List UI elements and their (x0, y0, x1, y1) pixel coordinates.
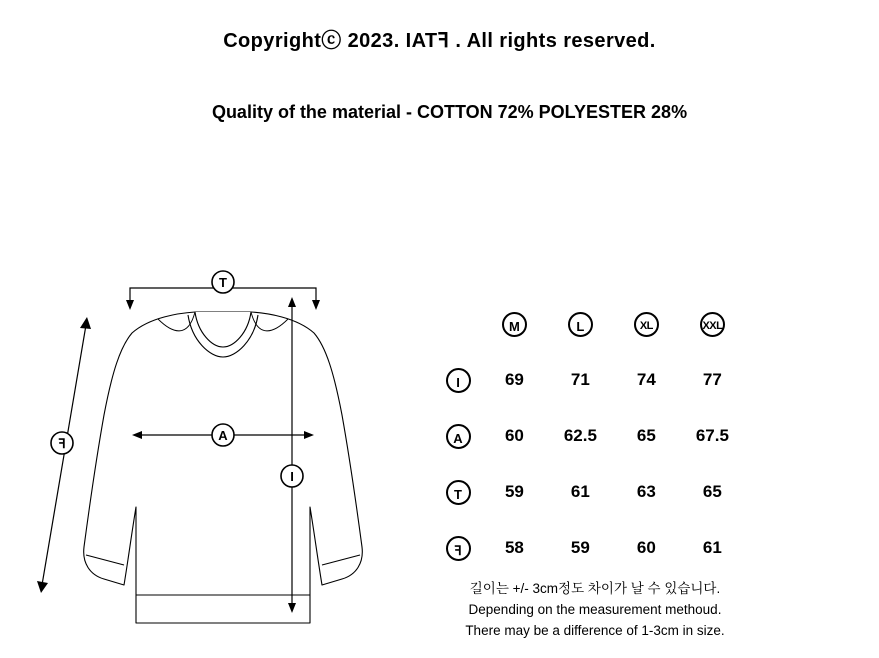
table-corner-cell (430, 296, 486, 352)
measurement-notes (430, 578, 760, 641)
note-line-korean: 길이는 +/- 3cm정도 차이가 날 수 있습니다. (469, 581, 721, 596)
size-column-l (543, 296, 618, 352)
cell-shoulder-xl: 63 (636, 482, 656, 501)
material-composition-line (0, 81, 879, 144)
cell-shoulder-xxl: 65 (702, 482, 722, 501)
table-row (430, 352, 750, 408)
row-label-shoulder (430, 464, 486, 520)
size-badge-l: L (568, 312, 593, 337)
row-badge-chest: A (446, 424, 471, 449)
size-column-m (486, 296, 543, 352)
table-row (430, 520, 750, 576)
material-label: Quality of the material - (211, 102, 417, 122)
cell-length-xl: 74 (636, 370, 656, 389)
copyright-notice: Copyrightⓒ 2023. IATꟻ . All rights reserved. (223, 30, 656, 52)
cell-chest-xl: 65 (636, 426, 656, 445)
cell-sleeve-m: 58 (504, 538, 524, 557)
row-label-chest (430, 408, 486, 464)
table-header-row (430, 296, 750, 352)
size-badge-xl: XL (634, 312, 659, 337)
size-badge-xxl: XXL (700, 312, 725, 337)
row-badge-shoulder: T (446, 480, 471, 505)
sleeve-length-marker-text: ꟻ (58, 436, 66, 451)
row-label-length (430, 352, 486, 408)
cell-sleeve-l: 59 (570, 538, 590, 557)
cell-length-xxl: 77 (702, 370, 722, 389)
chest-width-marker-text: A (218, 428, 228, 443)
size-column-xxl (675, 296, 750, 352)
row-badge-sleeve: ꟻ (446, 536, 471, 561)
garment-illustration (20, 255, 460, 635)
row-badge-length: I (446, 368, 471, 393)
size-column-xl (618, 296, 675, 352)
cell-shoulder-m: 59 (504, 482, 524, 501)
size-badge-m: M (502, 312, 527, 337)
cell-sleeve-xxl: 61 (702, 538, 722, 557)
material-value: COTTON 72% POLYESTER 28% (416, 102, 688, 122)
cell-chest-m: 60 (504, 426, 524, 445)
table-row (430, 464, 750, 520)
shoulder-width-marker-text: T (219, 275, 227, 290)
row-label-sleeve (430, 520, 486, 576)
cell-chest-l: 62.5 (563, 426, 597, 445)
note-line-english-2: There may be a difference of 1-3cm in size. (465, 623, 725, 638)
cell-shoulder-l: 61 (570, 482, 590, 501)
cell-length-m: 69 (504, 370, 524, 389)
body-length-marker-text: I (290, 469, 294, 484)
cell-chest-xxl: 67.5 (695, 426, 729, 445)
note-line-english-1: Depending on the measurement methoud. (468, 602, 722, 617)
size-measurement-table (430, 296, 760, 576)
cell-length-l: 71 (570, 370, 590, 389)
table-row (430, 408, 750, 464)
cell-sleeve-xl: 60 (636, 538, 656, 557)
